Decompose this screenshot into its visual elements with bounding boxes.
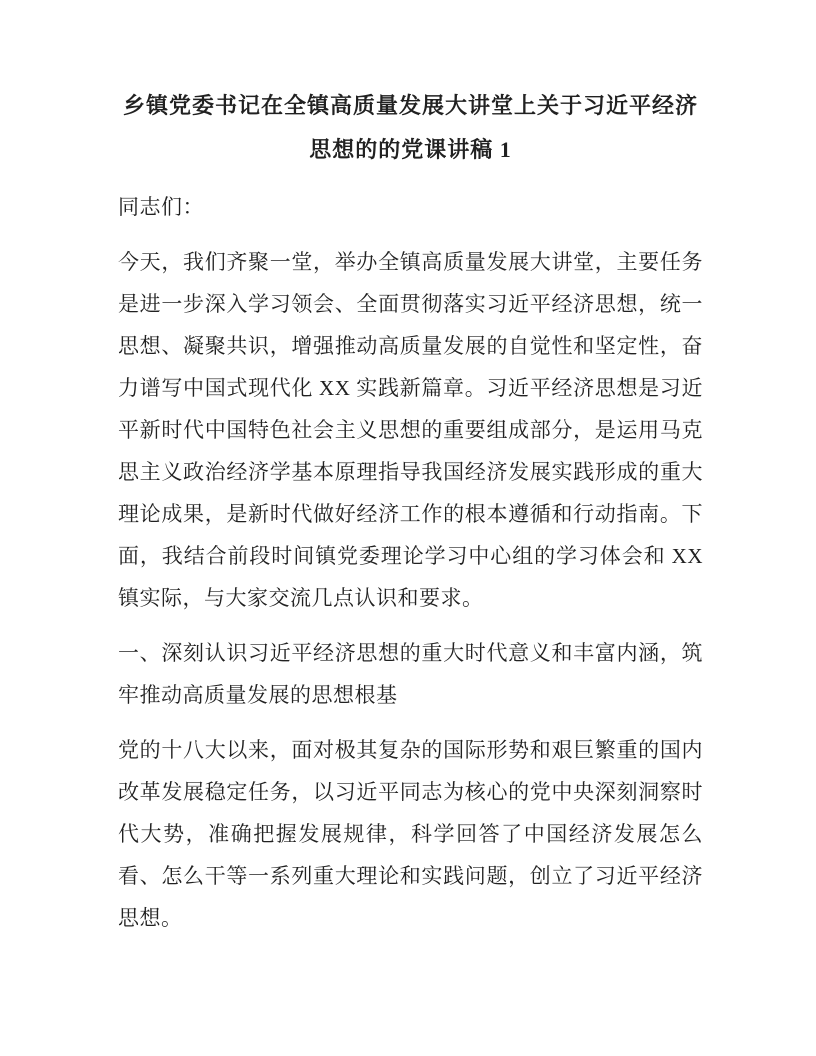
section-heading-1: 一、深刻认识习近平经济思想的重大时代意义和丰富内涵，筑牢推动高质量发展的思想根基 xyxy=(118,641,703,707)
salutation: 同志们： xyxy=(118,195,204,219)
document-title: 乡镇党委书记在全镇高质量发展大讲堂上关于习近平经济思想的的党课讲稿 1 xyxy=(122,93,698,162)
paragraph-introduction: 今天，我们齐聚一堂，举办全镇高质量发展大讲堂，主要任务是进一步深入学习领会、全面贯彻落实习近平经济思想，统一思想、凝聚共识，增强推动高质量发展的自觉性和坚定性，奋力谱写中国式现代化 XX 实践新篇章。习近平经济思想是习近平新时代中国特色社会主义思想的重要组成部分，是运用马克思主义政治经济学基本原理指导我国经济发展实践形成的重大理论成果，是新时代做好经济工作的根本遵循和行动指南。下面，我结合前段时间镇党委理论学习中心组的学习体会和 XX 镇实际，与大家交流几点认识和要求。 xyxy=(118,250,703,610)
paragraph-section-1-body: 党的十八大以来，面对极其复杂的国际形势和艰巨繁重的国内改革发展稳定任务，以习近平同志为核心的党中央深刻洞察时代大势，准确把握发展规律，科学回答了中国经济发展怎么看、怎么干等一系列重大理论和实践问题，创立了习近平经济思想。 xyxy=(118,738,703,930)
